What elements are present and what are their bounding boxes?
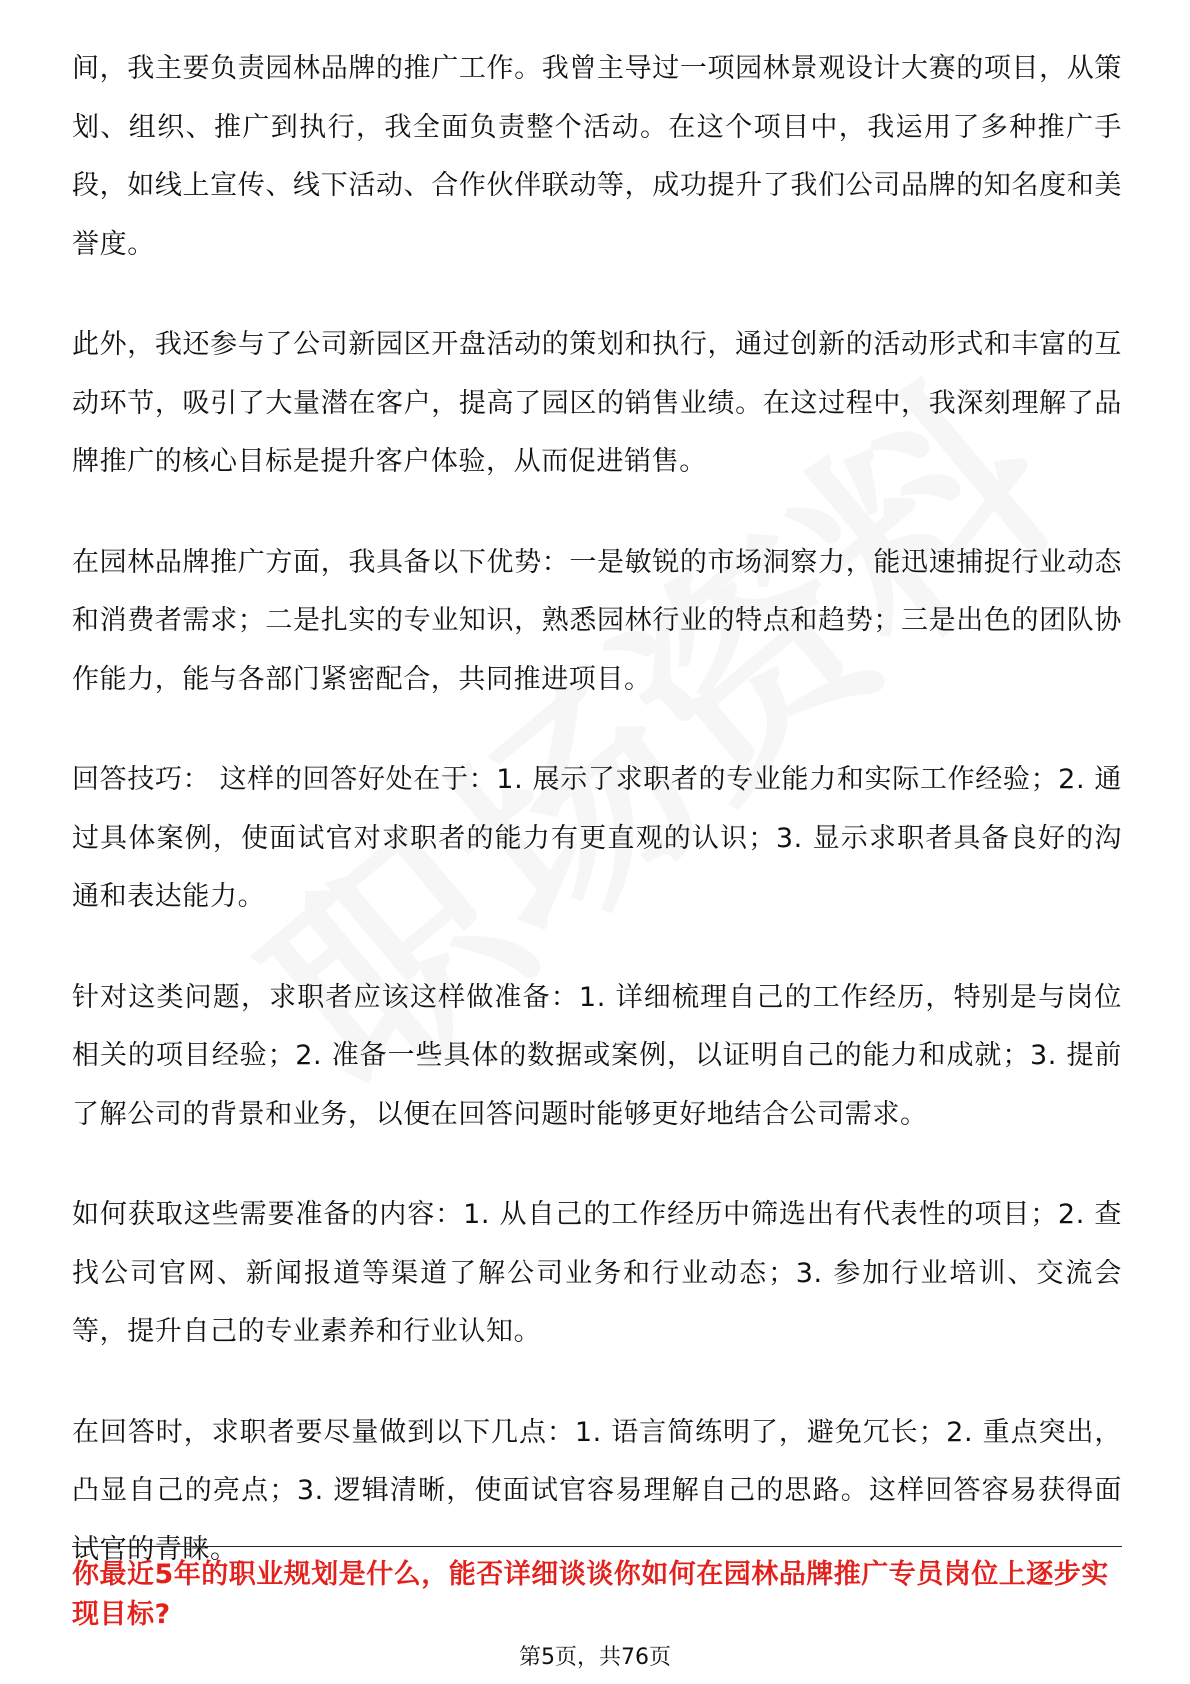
paragraph: 此外，我还参与了公司新园区开盘活动的策划和执行，通过创新的活动形式和丰富的互动环节，吸引了大量潜在客户，提高了园区的销售业绩。在这过程中，我深刻理解了品牌推广的核心目标是提升客户体验，从而促进销售。	[72, 329, 1122, 477]
paragraph: 回答技巧： 这样的回答好处在于：1. 展示了求职者的专业能力和实际工作经验；2. 通过具体案例，使面试官对求职者的能力有更直观的认识；3. 显示求职者具备良好的沟通和表达能力。	[72, 764, 1122, 912]
body-content	[72, 40, 1122, 1621]
paragraph: 在回答时，求职者要尽量做到以下几点：1. 语言简练明了，避免冗长；2. 重点突出，凸显自己的亮点；3. 逻辑清晰，使面试官容易理解自己的思路。这样回答容易获得面试官的青睐。	[72, 1416, 1122, 1565]
next-question-heading: 你最近5年的职业规划是什么，能否详细谈谈你如何在园林品牌推广专员岗位上逐步实现目标?	[72, 1559, 1109, 1630]
paragraph: 针对这类问题，求职者应该这样做准备：1. 详细梳理自己的工作经历，特别是与岗位相关的项目经验；2. 准备一些具体的数据或案例，以证明自己的能力和成就；3. 提前了解公司的背景和业务，以便在回答问题时能够更好地结合公司需求。	[72, 981, 1122, 1130]
section-divider	[72, 1546, 1122, 1547]
paragraph: 在园林品牌推广方面，我具备以下优势：一是敏锐的市场洞察力，能迅速捕捉行业动态和消费者需求；二是扎实的专业知识，熟悉园林行业的特点和趋势；三是出色的团队协作能力，能与各部门紧密配合，共同推进项目。	[72, 546, 1122, 695]
page-number: 第5页，共76页	[519, 1645, 671, 1670]
paragraph: 如何获取这些需要准备的内容：1. 从自己的工作经历中筛选出有代表性的项目；2. 查找公司官网、新闻报道等渠道了解公司业务和行业动态；3. 参加行业培训、交流会等，提升自己的专业素养和行业认知。	[72, 1199, 1122, 1347]
paragraph: 间，我主要负责园林品牌的推广工作。我曾主导过一项园林景观设计大赛的项目，从策划、组织、推广到执行，我全面负责整个活动。在这个项目中，我运用了多种推广手段，如线上宣传、线下活动、合作伙伴联动等，成功提升了我们公司品牌的知名度和美誉度。	[72, 53, 1122, 260]
